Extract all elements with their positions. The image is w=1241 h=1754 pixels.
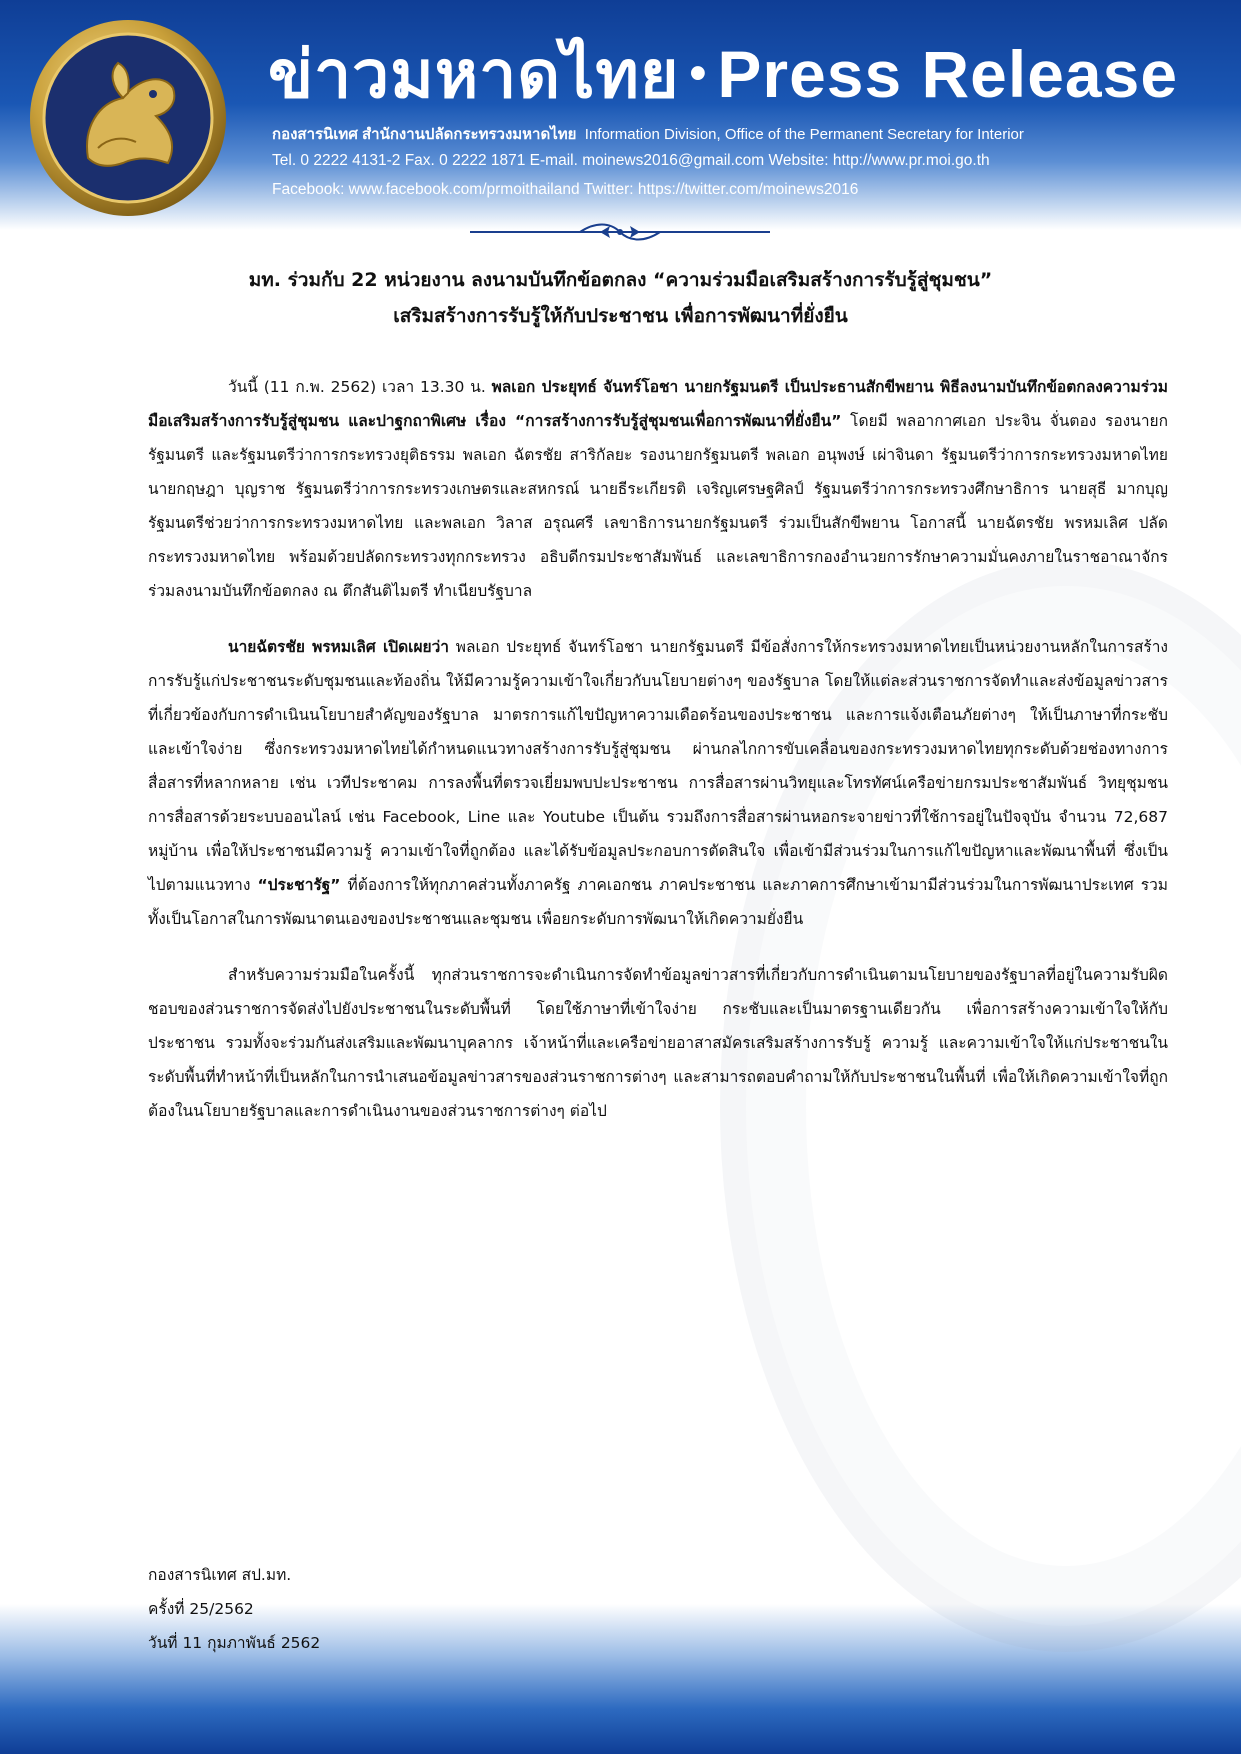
p2-bold-lead: นายฉัตรชัย พรหมเลิศ เปิดเผยว่า	[228, 638, 450, 656]
p1-bold: พลเอก ประยุทธ์ จันทร์โอชา นายกรัฐมนตรี เป็นประธานสักขีพยาน พิธีลงนามบันทึกข้อตกลงความร่วมมือเสริมสร้างการรับรู้สู่ชุมชน และปาฐกถาพิเศษ เรื่อง “การสร้างการรับรู้สู่ชุมชนเพื่อการพัฒนาที่ยั่งยืน”	[148, 378, 1169, 430]
signoff	[148, 1558, 320, 1660]
headline-line-2: เสริมสร้างการรับรู้ให้กับประชาชน เพื่อการพัฒนาที่ยั่งยืน	[393, 305, 848, 327]
article-body	[148, 370, 1168, 1150]
p1-rest: โดยมี พลอากาศเอก ประจิน จั่นตอง รองนายกรัฐมนตรี และรัฐมนตรีว่าการกระทรวงยุติธรรม พลเอก ฉัตรชัย สาริกัลยะ รองนายกรัฐมนตรี พลเอก อนุพงษ์ เผ่าจินดา รัฐมนตรีว่าการกระทรวงมหาดไทย นายกฤษฎา บุญราช รัฐมนตรีว่าการกระทรวงเกษตรและสหกรณ์ นายธีระเกียรติ เจริญเศรษฐศิลป์ รัฐมนตรีว่าการกระทรวงศึกษาธิการ นายสุธี มากบุญ รัฐมนตรีช่วยว่าการกระทรวงมหาดไทย และพลเอก วิลาส อรุณศรี เลขาธิการนายกรัฐมนตรี ร่วมเป็นสักขีพยาน โอกาสนี้ นายฉัตรชัย พรหมเลิศ ปลัดกระทรวงมหาดไทย พร้อมด้วยปลัดกระทรวงทุกกระทรวง อธิบดีกรมประชาสัมพันธ์ และเลขาธิการกองอำนวยการรักษาความมั่นคงภายในราชอาณาจักร ร่วมลงนามบันทึกข้อตกลง ณ ตึกสันติไมตรี ทำเนียบรัฐบาล	[148, 412, 1168, 600]
org-name-th: กองสารนิเทศ สำนักงานปลัดกระทรวงมหาดไทย	[272, 126, 577, 143]
masthead-social: Facebook: www.facebook.com/prmoithailand Twitter: https://twitter.com/moinews2016	[272, 181, 859, 198]
p1-opening: วันนี้ (11 ก.พ. 2562) เวลา 13.30 น.	[228, 378, 492, 396]
headline	[80, 262, 1161, 334]
masthead-title-en: Press Release	[717, 37, 1179, 111]
masthead-dot: •	[689, 47, 708, 100]
masthead-contact: Tel. 0 2222 4131-2 Fax. 0 2222 1871 E-mail. moinews2016@gmail.com Website: http://www.pr.moi.go.th	[272, 152, 990, 169]
p2-rest: ที่ต้องการให้ทุกภาคส่วนทั้งภาครัฐ ภาคเอกชน ภาคประชาชน และภาคการศึกษาเข้ามามีส่วนร่วมในการพัฒนาประเทศ รวมทั้งเป็นโอกาสในการพัฒนาตนเองของประชาชนและชุมชน เพื่อยกระดับการพัฒนาให้เกิดความยั่งยืน	[148, 876, 1169, 928]
paragraph-2	[148, 630, 1168, 936]
p2-text: พลเอก ประยุทธ์ จันทร์โอชา นายกรัฐมนตรี มีข้อสั่งการให้กระทรวงมหาดไทยเป็นหน่วยงานหลักในการสร้างการรับรู้แก่ประชาชนระดับชุมชนและท้องถิ่น ให้มีความรู้ความเข้าใจเกี่ยวกับนโยบายต่างๆ ของรัฐบาล โดยให้แต่ละส่วนราชการจัดทำและส่งข้อมูลข่าวสารที่เกี่ยวข้องกับการดำเนินนโยบายสำคัญของรัฐบาล มาตรการแก้ไขปัญหาความเดือดร้อนของประชาชน และการแจ้งเตือนภัยต่างๆ ให้เป็นภาษาที่กระชับและเข้าใจง่าย ซึ่งกระทรวงมหาดไทยได้กำหนดแนวทางสร้างการรับรู้สู่ชุมชน ผ่านกลไกการขับเคลื่อนของกระทรวงมหาดไทยทุกระดับด้วยช่องทางการสื่อสารที่หลากหลาย เช่น เวทีประชาคม การลงพื้นที่ตรวจเยี่ยมพบปะประชาชน การสื่อสารผ่านวิทยุและโทรทัศน์เครือข่ายกรมประชาสัมพันธ์ วิทยุชุมชน การสื่อสารด้วยระบบออนไลน์ เช่น Facebook, Line และ Youtube เป็นต้น รวมถึงการสื่อสารผ่านหอกระจายข่าวที่ใช้การอยู่ในปัจจุบัน จำนวน 72,687 หมู่บ้าน เพื่อให้ประชาชนมีความรู้ ความเข้าใจที่ถูกต้อง และได้รับข้อมูลประกอบการตัดสินใจ เพื่อเข้ามีส่วนร่วมในการแก้ไขปัญหาและพัฒนาพื้นที่ ซึ่งเป็นไปตามแนวทาง	[148, 638, 1168, 894]
org-name-en: Information Division, Office of the Permanent Secretary for Interior	[584, 126, 1024, 143]
signoff-date: วันที่ 11 กุมภาพันธ์ 2562	[148, 1634, 321, 1652]
headline-line-1: มท. ร่วมกับ 22 หน่วยงาน ลงนามบันทึกข้อตกลง “ความร่วมมือเสริมสร้างการรับรู้สู่ชุมชน”	[248, 269, 993, 291]
signoff-division: กองสารนิเทศ สป.มท.	[148, 1566, 292, 1584]
signoff-issue: ครั้งที่ 25/2562	[148, 1600, 254, 1618]
paragraph-3: สำหรับความร่วมมือในครั้งนี้ ทุกส่วนราชการจะดำเนินการจัดทำข้อมูลข่าวสารที่เกี่ยวกับการดำเนินตามนโยบายของรัฐบาลที่อยู่ในความรับผิดชอบของส่วนราชการจัดส่งไปยังประชาชนในระดับพื้นที่ โดยใช้ภาษาที่เข้าใจง่าย กระชับและเป็นมาตรฐานเดียวกัน เพื่อการสร้างความเข้าใจให้กับประชาชน รวมทั้งจะร่วมกันส่งเสริมและพัฒนาบุคลากร เจ้าหน้าที่และเครือข่ายอาสาสมัครเสริมสร้างการรับรู้ ความรู้ และความเข้าใจให้แก่ประชาชนในระดับพื้นที่ทำหน้าที่เป็นหลักในการนำเสนอข้อมูลข่าวสารของส่วนราชการต่างๆ และสามารถตอบคำถามให้กับประชาชนในพื้นที่ เพื่อให้เกิดความเข้าใจที่ถูกต้องในนโยบายรัฐบาลและการดำเนินงานของส่วนราชการต่างๆ ต่อไป	[148, 966, 1168, 1120]
p2-bold-quote: “ประชารัฐ”	[257, 876, 341, 894]
ornamental-divider-icon	[470, 220, 770, 244]
masthead-title	[268, 34, 1178, 114]
paragraph-1	[148, 370, 1168, 608]
masthead-org	[272, 122, 1024, 146]
ministry-seal-lion-icon	[28, 18, 228, 218]
masthead-title-th: ข่าวมหาดไทย	[268, 37, 680, 111]
